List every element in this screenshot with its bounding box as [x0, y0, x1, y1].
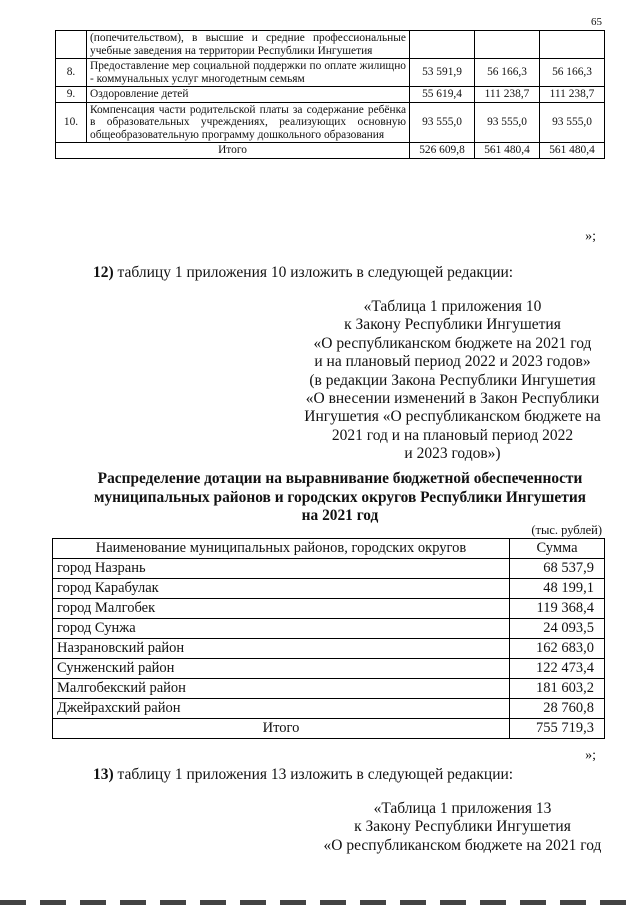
total-label: Итого [56, 143, 410, 159]
municipality-amount: 181 603,2 [510, 679, 605, 699]
caption-line: (в редакции Закона Республики Ингушетия [309, 371, 596, 389]
total-value-2022: 561 480,4 [475, 143, 540, 159]
row-value-2022: 93 555,0 [475, 102, 540, 143]
row-value-2022: 111 238,7 [475, 87, 540, 103]
table-caption [290, 298, 615, 464]
municipality-name: Сунженский район [53, 659, 510, 679]
table-row [53, 619, 605, 639]
municipality-name: город Малгобек [53, 599, 510, 619]
table-header [53, 539, 605, 559]
row-value-2021: 55 619,4 [410, 87, 475, 103]
row-value-2022: 56 166,3 [475, 59, 540, 87]
distribution-table [52, 538, 605, 739]
table-row [53, 559, 605, 579]
row-number: 10. [56, 102, 87, 143]
total-row [53, 719, 605, 739]
caption-line: и 2023 годов») [404, 445, 501, 463]
table-row [53, 579, 605, 599]
row-value-2021 [410, 31, 475, 59]
municipality-amount: 162 683,0 [510, 639, 605, 659]
table-row [53, 679, 605, 699]
section-heading [60, 470, 620, 526]
row-value-2022 [475, 31, 540, 59]
scan-edge-artifact [0, 900, 640, 905]
heading-line: на 2021 год [301, 507, 379, 524]
municipality-amount: 24 093,5 [510, 619, 605, 639]
municipality-name: город Назрань [53, 559, 510, 579]
row-value-2023: 111 238,7 [540, 87, 605, 103]
row-description: (попечительством), в высшие и средние профессиональные учебные заведения на территории Республики Ингушетия [87, 31, 410, 59]
item-13 [93, 766, 513, 784]
table-row [56, 87, 605, 103]
municipality-name: город Сунжа [53, 619, 510, 639]
caption-line: Ингушетия «О республиканском бюджете на [304, 408, 601, 426]
municipality-amount: 122 473,4 [510, 659, 605, 679]
municipality-name: Назрановский район [53, 639, 510, 659]
total-value-2023: 561 480,4 [540, 143, 605, 159]
municipality-amount: 48 199,1 [510, 579, 605, 599]
item-number: 13) [93, 766, 114, 783]
table-row [53, 639, 605, 659]
page-number: 65 [591, 16, 602, 28]
municipality-amount: 28 760,8 [510, 699, 605, 719]
item-12 [93, 264, 513, 282]
row-value-2023: 93 555,0 [540, 102, 605, 143]
row-value-2023: 56 166,3 [540, 59, 605, 87]
caption-line: 2021 год и на плановый период 2022 [331, 426, 574, 444]
row-description: Предоставление мер социальной поддержки по оплате жилищно - коммунальных услуг многодетным семьям [87, 59, 410, 87]
heading-line: муниципальных районов и городских округов Республики Ингушетия [93, 488, 587, 506]
municipality-name: город Карабулак [53, 579, 510, 599]
table-caption [310, 800, 615, 855]
header-sum: Сумма [510, 539, 605, 559]
table-row [53, 699, 605, 719]
total-row [56, 143, 605, 159]
row-description: Компенсация части родительской платы за содержание ребёнка в образовательных учреждениях, реализующих основную общеобразовательную программу дошкольного образования [87, 102, 410, 143]
row-number: 8. [56, 59, 87, 87]
closing-quote: »; [585, 748, 596, 763]
table-row [53, 599, 605, 619]
row-number [56, 31, 87, 59]
municipality-amount: 119 368,4 [510, 599, 605, 619]
table-row [56, 31, 605, 59]
table-row [56, 59, 605, 87]
closing-quote: »; [585, 229, 596, 244]
item-text: таблицу 1 приложения 13 изложить в следующей редакции: [113, 766, 514, 783]
item-number: 12) [93, 264, 114, 281]
row-value-2021: 53 591,9 [410, 59, 475, 87]
row-value-2023 [540, 31, 605, 59]
table-row [53, 659, 605, 679]
municipality-name: Джейрахский район [53, 699, 510, 719]
budget-items-table [55, 30, 605, 159]
caption-line: к Закону Республики Ингушетия [344, 316, 561, 334]
unit-label: (тыс. рублей) [531, 523, 602, 537]
row-description: Оздоровление детей [87, 87, 410, 103]
row-value-2021: 93 555,0 [410, 102, 475, 143]
caption-line: «О внесении изменений в Закон Республики [305, 390, 600, 408]
caption-line: и на плановый период 2022 и 2023 годов» [314, 353, 591, 371]
total-label: Итого [53, 719, 510, 739]
caption-line: «О республиканском бюджете на 2021 год [313, 334, 592, 352]
row-number: 9. [56, 87, 87, 103]
item-text: таблицу 1 приложения 10 изложить в следующей редакции: [113, 264, 514, 281]
table-row [56, 102, 605, 143]
caption-line: «Таблица 1 приложения 10 [363, 298, 542, 315]
municipality-amount: 68 537,9 [510, 559, 605, 579]
header-name: Наименование муниципальных районов, городских округов [53, 539, 510, 559]
total-value-2021: 526 609,8 [410, 143, 475, 159]
caption-line: «Таблица 1 приложения 13 [373, 800, 552, 817]
heading-line: Распределение дотации на выравнивание бюджетной обеспеченности [97, 470, 583, 487]
total-amount: 755 719,3 [510, 719, 605, 739]
caption-line: к Закону Республики Ингушетия [354, 818, 571, 836]
municipality-name: Малгобекский район [53, 679, 510, 699]
caption-line: «О республиканском бюджете на 2021 год [323, 836, 602, 854]
